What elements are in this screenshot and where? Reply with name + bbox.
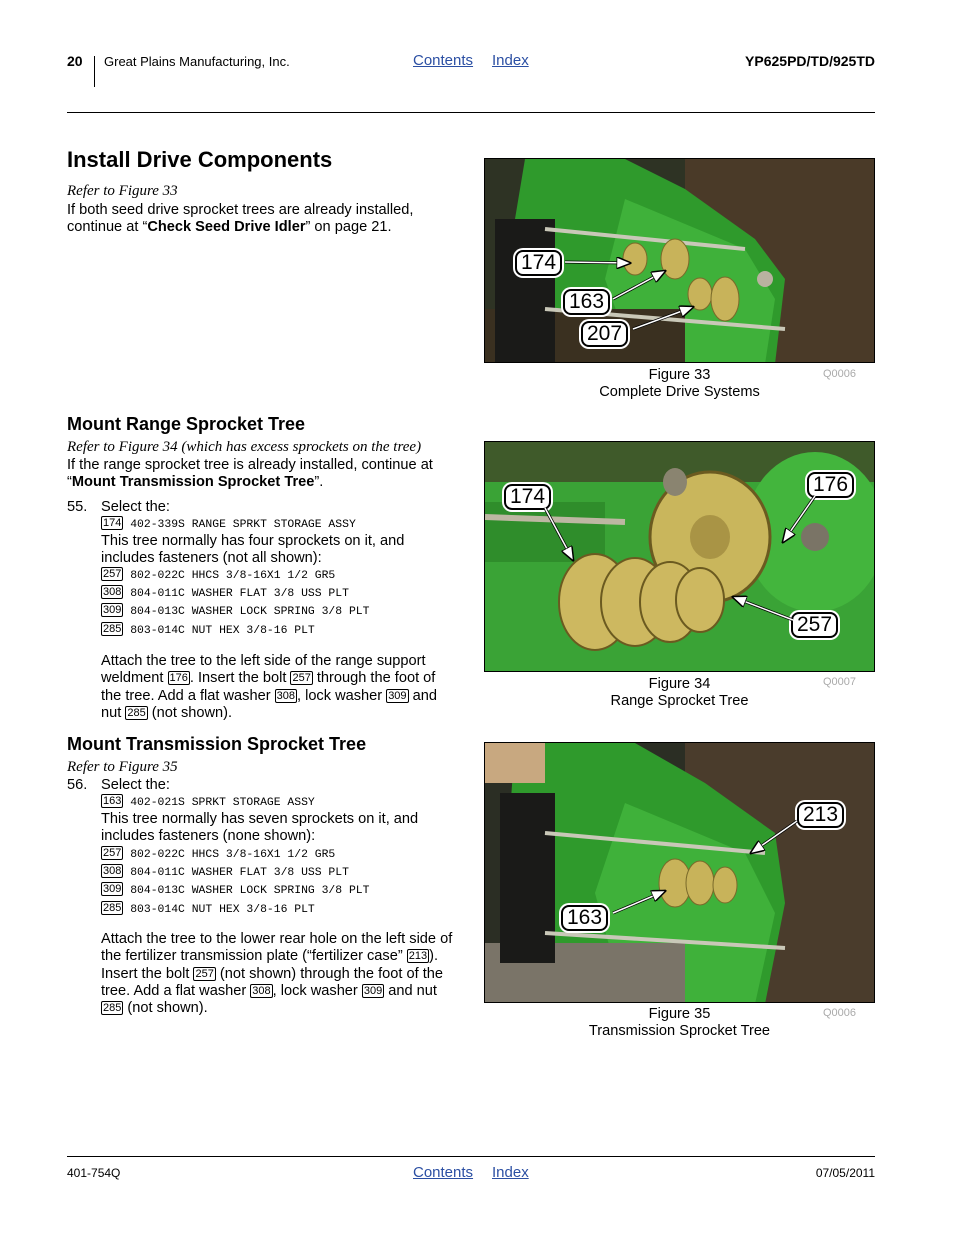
callout-163: 163 [561, 905, 608, 931]
part-line: 309 804-013C WASHER LOCK SPRING 3/8 PLT [103, 883, 370, 898]
callout-213: 213 [797, 802, 844, 828]
page-number: 20 [67, 53, 83, 69]
part-line: 285 803-014C NUT HEX 3/8-16 PLT [103, 622, 315, 637]
section-title-install-drive: Install Drive Components [67, 147, 333, 172]
section-title-range-tree: Mount Range Sprocket Tree [67, 414, 306, 434]
figure-reference: Refer to Figure 34 (which has excess sprockets on the tree) [67, 439, 422, 455]
callout-176: 176 [807, 472, 854, 498]
callout-257: 257 [791, 612, 838, 638]
fastener-list [101, 846, 369, 919]
contents-link[interactable]: Contents [413, 52, 474, 69]
part-line: 163 402-021S SPRKT STORAGE ASSY [103, 795, 315, 809]
step-number: 55. [67, 499, 88, 515]
step-text: Select the: [101, 499, 170, 515]
part-line: 308 804-011C WASHER FLAT 3/8 USS PLT [103, 586, 349, 601]
part-line: 174 402-339S RANGE SPRKT STORAGE ASSY [103, 517, 356, 531]
step-number: 56. [67, 777, 88, 793]
figure-reference: Refer to Figure 33 [67, 183, 178, 199]
doc-date: 07/05/2011 [815, 1166, 875, 1180]
part-note: This tree normally has seven sprockets on it, and includes fasteners (none shown): [101, 811, 419, 845]
header-rule [67, 112, 875, 113]
index-link[interactable]: Index [492, 52, 529, 69]
doc-number: 401-754Q [67, 1166, 121, 1180]
callout-arrows [485, 442, 875, 672]
part-line: 257 802-022C HHCS 3/8-16X1 1/2 GR5 [103, 847, 336, 861]
contents-link[interactable]: Contents [413, 1164, 474, 1181]
section-title-transmission-tree: Mount Transmission Sprocket Tree [67, 734, 367, 754]
callout-arrows [485, 743, 875, 1003]
step-text: Select the: [101, 777, 170, 793]
part-note: This tree normally has four sprockets on it, and includes fasteners (not all shown): [101, 533, 405, 567]
footer-rule [67, 1156, 875, 1157]
link-check-seed-drive-idler: Check Seed Drive Idler [147, 219, 306, 236]
callout-163: 163 [563, 289, 610, 315]
attach-paragraph: Attach the tree to the left side of the range support weldment 176 . Insert the bolt 257 through the foot of the tree. Add a flat washer 308 , lock washer 309 and nut 285 (not shown). [101, 653, 437, 721]
figure-33-code: Q0006 [823, 368, 857, 380]
figure-35-caption: Figure 35 Transmission Sprocket Tree [588, 1006, 771, 1039]
figure-34-code: Q0007 [823, 676, 857, 688]
figure-35-photo [484, 742, 875, 1003]
part-line: 309 804-013C WASHER LOCK SPRING 3/8 PLT [103, 604, 370, 619]
callout-174: 174 [515, 250, 562, 276]
figure-35-code: Q0006 [823, 1007, 857, 1019]
header-divider [94, 56, 95, 87]
figure-33-photo [484, 158, 875, 363]
figure-reference: Refer to Figure 35 [67, 759, 178, 775]
company-name: Great Plains Manufacturing, Inc. [104, 54, 290, 69]
model-name: YP625PD/TD/925TD [745, 53, 875, 69]
part-line: 285 803-014C NUT HEX 3/8-16 PLT [103, 901, 315, 916]
intro-paragraph: If both seed drive sprocket trees are already installed, continue at “Check Seed Drive Idler” on page 21. [67, 202, 414, 236]
part-line: 257 802-022C HHCS 3/8-16X1 1/2 GR5 [103, 568, 336, 582]
range-intro-paragraph: If the range sprocket tree is already installed, continue at “Mount Transmission Sprocket Tree”. [67, 457, 433, 491]
callout-arrows [485, 159, 875, 363]
figure-34-photo [484, 441, 875, 672]
fastener-list [101, 567, 369, 640]
figure-34-caption: Figure 34 Range Sprocket Tree [610, 676, 749, 709]
part-line: 308 804-011C WASHER FLAT 3/8 USS PLT [103, 865, 349, 880]
figure-33-caption: Figure 33 Complete Drive Systems [599, 367, 760, 400]
attach-paragraph: Attach the tree to the lower rear hole on the left side of the fertilizer transmission plate (“fertilizer case” 213 ). Insert the bolt 257 (not shown) through the foot of the tree. Add a flat washer 308 , lock washer 309 and nut 285 (not shown). [101, 931, 453, 1017]
callout-174: 174 [504, 484, 551, 510]
callout-207: 207 [581, 321, 628, 347]
index-link[interactable]: Index [492, 1164, 529, 1181]
